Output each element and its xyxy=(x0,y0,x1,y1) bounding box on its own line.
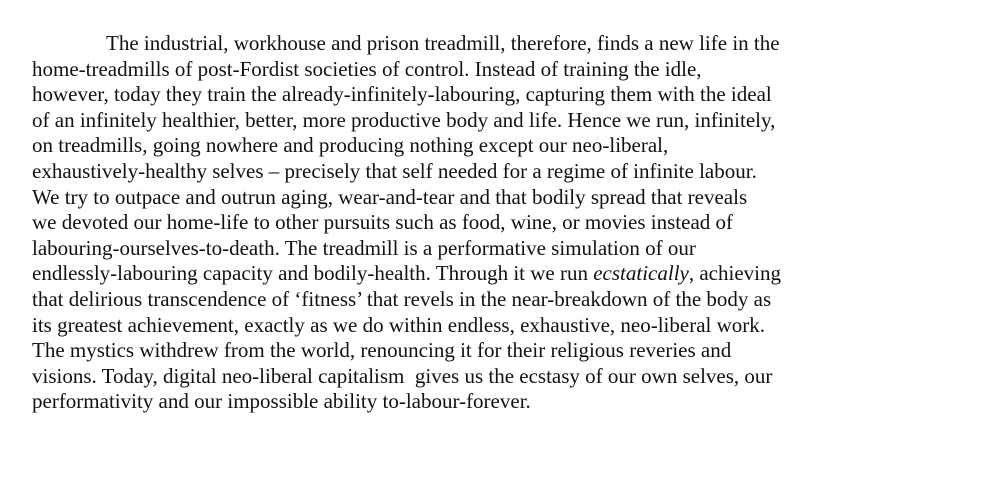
text-segment: of an infinitely healthier, better, more productive body and life. Hence we run, infinitely, xyxy=(32,107,776,132)
body-paragraph xyxy=(32,31,982,415)
text-line xyxy=(32,57,982,83)
text-segment: We try to outpace and outrun aging, wear-and-tear and that bodily spread that reveals xyxy=(32,184,748,209)
text-line xyxy=(32,261,982,287)
text-line xyxy=(32,133,982,159)
text-segment: endlessly-labouring capacity and bodily-health. Through it we run xyxy=(32,261,594,286)
text-segment: we devoted our home-life to other pursuits such as food, wine, or movies instead of xyxy=(32,210,734,235)
text-segment: , achieving xyxy=(688,261,781,286)
text-segment: labouring-ourselves-to-death. The treadmill is a performative simulation of our xyxy=(32,235,696,260)
text-segment: The industrial, workhouse and prison treadmill, therefore, finds a new life in the xyxy=(106,31,780,55)
text-segment: performativity and our impossible ability to-labour-forever. xyxy=(32,389,531,414)
text-segment: The mystics withdrew from the world, renouncing it for their religious reveries and xyxy=(32,338,732,363)
text-segment: on treadmills, going nowhere and producing nothing except our neo-liberal, xyxy=(32,133,669,158)
text-segment: its greatest achievement, exactly as we do within endless, exhaustive, neo-liberal work. xyxy=(32,312,766,337)
text-line xyxy=(32,159,982,185)
text-line xyxy=(32,108,982,134)
text-segment: however, today they train the already-infinitely-labouring, capturing them with the ideal xyxy=(32,82,772,107)
text-line xyxy=(32,31,982,57)
text-segment: home-treadmills of post-Fordist societies of control. Instead of training the idle, xyxy=(32,56,702,81)
italic-text: ecstatically xyxy=(593,261,689,286)
text-line xyxy=(32,313,982,339)
text-segment: that delirious transcendence of ‘fitness’ that revels in the near-breakdown of the body as xyxy=(32,286,772,311)
text-line xyxy=(32,364,982,390)
text-line xyxy=(32,210,982,236)
text-line xyxy=(32,389,982,415)
text-line xyxy=(32,185,982,211)
text-segment: visions. Today, digital neo-liberal capitalism gives us the ecstasy of our own selves, our xyxy=(32,363,773,388)
text-line xyxy=(32,287,982,313)
text-line xyxy=(32,338,982,364)
text-line xyxy=(32,236,982,262)
text-segment: exhaustively-healthy selves – precisely that self needed for a regime of infinite labour. xyxy=(32,158,757,183)
text-line xyxy=(32,82,982,108)
